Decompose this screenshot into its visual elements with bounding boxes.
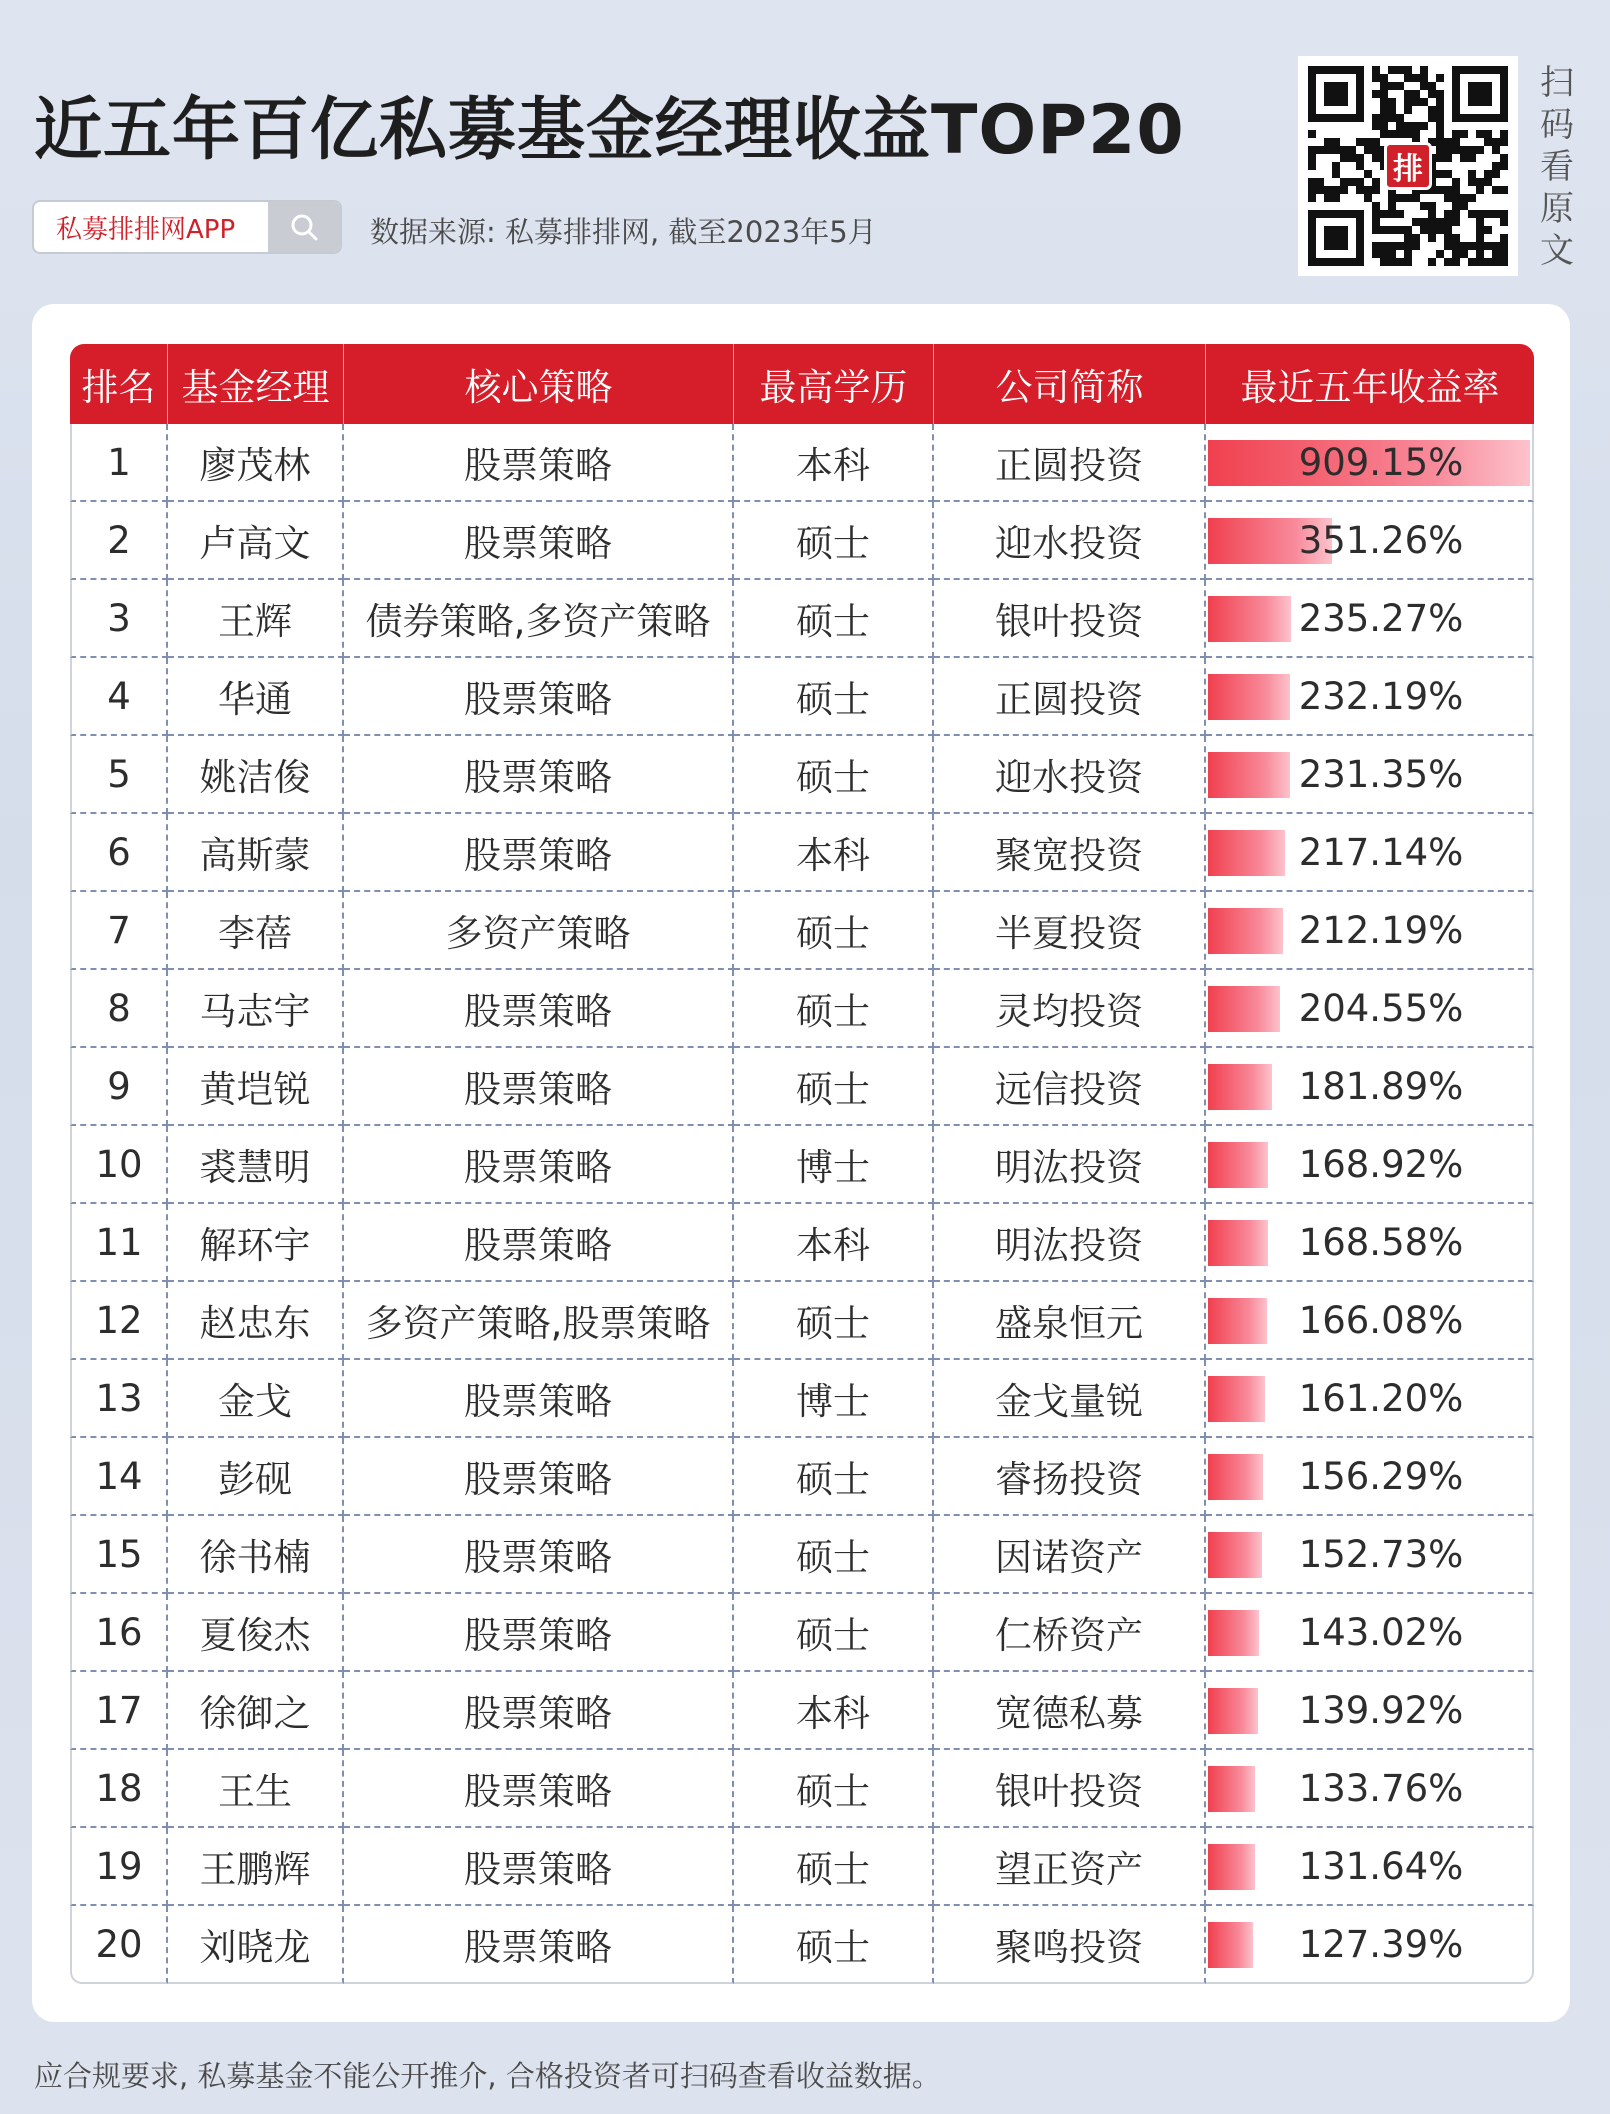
return-value: 127.39% [1298, 1922, 1464, 1966]
education-cell: 博士 [734, 1360, 934, 1438]
return-cell [1206, 658, 1534, 736]
search-box[interactable] [32, 200, 342, 254]
manager-cell: 廖茂林 [168, 424, 344, 502]
return-value: 139.92% [1298, 1688, 1464, 1732]
strategy-cell: 股票策略 [344, 424, 734, 502]
manager-cell: 彭砚 [168, 1438, 344, 1516]
return-bar [1208, 1766, 1255, 1812]
ranking-card [32, 304, 1570, 2022]
table-row [70, 1828, 1534, 1906]
company-cell: 聚宽投资 [934, 814, 1206, 892]
table-header-row [70, 344, 1534, 424]
manager-cell: 刘晓龙 [168, 1906, 344, 1984]
manager-cell: 王生 [168, 1750, 344, 1828]
manager-cell: 王辉 [168, 580, 344, 658]
education-cell: 本科 [734, 1672, 934, 1750]
return-cell [1206, 1048, 1534, 1126]
company-cell: 睿扬投资 [934, 1438, 1206, 1516]
company-cell: 金戈量锐 [934, 1360, 1206, 1438]
strategy-cell: 多资产策略,股票策略 [344, 1282, 734, 1360]
brand-logo: 排 [1384, 142, 1432, 190]
education-cell: 硕士 [734, 580, 934, 658]
table-row [70, 424, 1534, 502]
search-button[interactable] [268, 202, 340, 252]
education-cell: 硕士 [734, 658, 934, 736]
return-cell [1206, 1204, 1534, 1282]
education-cell: 硕士 [734, 892, 934, 970]
return-value: 168.92% [1298, 1142, 1464, 1186]
col-rank-header: 排名 [70, 344, 168, 424]
rank-cell: 15 [70, 1516, 168, 1594]
return-bar [1208, 1454, 1263, 1500]
return-cell [1206, 892, 1534, 970]
return-value: 133.76% [1298, 1766, 1464, 1810]
manager-cell: 马志宇 [168, 970, 344, 1048]
col-manager-header: 基金经理 [168, 344, 344, 424]
table-row [70, 1282, 1534, 1360]
company-cell: 半夏投资 [934, 892, 1206, 970]
search-icon [289, 212, 319, 242]
company-cell: 因诺资产 [934, 1516, 1206, 1594]
rank-cell: 2 [70, 502, 168, 580]
education-cell: 本科 [734, 424, 934, 502]
table-row [70, 892, 1534, 970]
return-cell [1206, 1828, 1534, 1906]
education-cell: 硕士 [734, 736, 934, 814]
return-value: 231.35% [1298, 752, 1464, 796]
education-cell: 硕士 [734, 1516, 934, 1594]
return-cell [1206, 1126, 1534, 1204]
col-return-header: 最近五年收益率 [1206, 344, 1534, 424]
table-row [70, 970, 1534, 1048]
strategy-cell: 股票策略 [344, 1906, 734, 1984]
rank-cell: 19 [70, 1828, 168, 1906]
rank-cell: 5 [70, 736, 168, 814]
return-bar [1208, 1298, 1267, 1344]
page-title: 近五年百亿私募基金经理收益TOP20 [34, 91, 1185, 170]
strategy-cell: 多资产策略 [344, 892, 734, 970]
return-bar [1208, 830, 1285, 876]
strategy-cell: 股票策略 [344, 1594, 734, 1672]
manager-cell: 高斯蒙 [168, 814, 344, 892]
return-cell [1206, 1516, 1534, 1594]
manager-cell: 王鹏辉 [168, 1828, 344, 1906]
return-value: 166.08% [1298, 1298, 1464, 1342]
return-bar [1208, 1376, 1265, 1422]
rank-cell: 10 [70, 1126, 168, 1204]
strategy-cell: 股票策略 [344, 1828, 734, 1906]
manager-cell: 徐书楠 [168, 1516, 344, 1594]
company-cell: 迎水投资 [934, 736, 1206, 814]
strategy-cell: 股票策略 [344, 1048, 734, 1126]
return-bar [1208, 986, 1280, 1032]
manager-cell: 李蓓 [168, 892, 344, 970]
return-value: 168.58% [1298, 1220, 1464, 1264]
return-cell [1206, 814, 1534, 892]
manager-cell: 解环宇 [168, 1204, 344, 1282]
return-value: 156.29% [1298, 1454, 1464, 1498]
return-value: 909.15% [1298, 440, 1464, 484]
table-row [70, 658, 1534, 736]
scan-hint: 扫码看原文 [1540, 63, 1574, 271]
rank-cell: 8 [70, 970, 168, 1048]
education-cell: 博士 [734, 1126, 934, 1204]
company-cell: 银叶投资 [934, 580, 1206, 658]
return-value: 351.26% [1298, 518, 1464, 562]
rank-cell: 20 [70, 1906, 168, 1984]
table-row [70, 1438, 1534, 1516]
table-row [70, 736, 1534, 814]
col-company-header: 公司简称 [934, 344, 1206, 424]
table-row [70, 1360, 1534, 1438]
education-cell: 硕士 [734, 502, 934, 580]
return-value: 204.55% [1298, 986, 1464, 1030]
company-cell: 正圆投资 [934, 424, 1206, 502]
table-row [70, 1204, 1534, 1282]
education-cell: 硕士 [734, 1750, 934, 1828]
return-value: 232.19% [1298, 674, 1464, 718]
table-row [70, 814, 1534, 892]
strategy-cell: 股票策略 [344, 970, 734, 1048]
company-cell: 明汯投资 [934, 1204, 1206, 1282]
rank-cell: 3 [70, 580, 168, 658]
return-cell [1206, 1906, 1534, 1984]
rank-cell: 11 [70, 1204, 168, 1282]
rank-cell: 18 [70, 1750, 168, 1828]
manager-cell: 裘慧明 [168, 1126, 344, 1204]
table-row [70, 580, 1534, 658]
company-cell: 正圆投资 [934, 658, 1206, 736]
rank-cell: 4 [70, 658, 168, 736]
education-cell: 本科 [734, 814, 934, 892]
compliance-note: 应合规要求, 私募基金不能公开推介, 合格投资者可扫码查看收益数据。 [34, 2059, 941, 2093]
strategy-cell: 股票策略 [344, 1516, 734, 1594]
return-cell [1206, 970, 1534, 1048]
manager-cell: 徐御之 [168, 1672, 344, 1750]
company-cell: 明汯投资 [934, 1126, 1206, 1204]
rank-cell: 1 [70, 424, 168, 502]
return-cell [1206, 424, 1534, 502]
table-row [70, 1126, 1534, 1204]
return-bar [1208, 1532, 1262, 1578]
table-body [70, 424, 1534, 1984]
manager-cell: 卢高文 [168, 502, 344, 580]
manager-cell: 金戈 [168, 1360, 344, 1438]
return-cell [1206, 1672, 1534, 1750]
rank-cell: 6 [70, 814, 168, 892]
company-cell: 银叶投资 [934, 1750, 1206, 1828]
rank-cell: 14 [70, 1438, 168, 1516]
education-cell: 硕士 [734, 1828, 934, 1906]
return-cell [1206, 1594, 1534, 1672]
strategy-cell: 股票策略 [344, 502, 734, 580]
company-cell: 远信投资 [934, 1048, 1206, 1126]
rank-cell: 12 [70, 1282, 168, 1360]
table-row [70, 502, 1534, 580]
return-bar [1208, 908, 1283, 954]
table-row [70, 1672, 1534, 1750]
return-cell [1206, 736, 1534, 814]
return-cell [1206, 1360, 1534, 1438]
strategy-cell: 股票策略 [344, 1438, 734, 1516]
education-cell: 硕士 [734, 1438, 934, 1516]
company-cell: 聚鸣投资 [934, 1906, 1206, 1984]
rank-cell: 7 [70, 892, 168, 970]
return-cell [1206, 580, 1534, 658]
education-cell: 硕士 [734, 1282, 934, 1360]
strategy-cell: 股票策略 [344, 1204, 734, 1282]
rank-cell: 16 [70, 1594, 168, 1672]
company-cell: 望正资产 [934, 1828, 1206, 1906]
return-cell [1206, 1438, 1534, 1516]
return-bar [1208, 1844, 1255, 1890]
strategy-cell: 股票策略 [344, 1360, 734, 1438]
manager-cell: 夏俊杰 [168, 1594, 344, 1672]
rank-cell: 13 [70, 1360, 168, 1438]
manager-cell: 赵忠东 [168, 1282, 344, 1360]
education-cell: 本科 [734, 1204, 934, 1282]
strategy-cell: 债券策略,多资产策略 [344, 580, 734, 658]
return-value: 235.27% [1298, 596, 1464, 640]
return-value: 212.19% [1298, 908, 1464, 952]
search-label[interactable]: 私募排排网APP [56, 214, 236, 245]
return-value: 217.14% [1298, 830, 1464, 874]
strategy-cell: 股票策略 [344, 736, 734, 814]
education-cell: 硕士 [734, 970, 934, 1048]
education-cell: 硕士 [734, 1594, 934, 1672]
strategy-cell: 股票策略 [344, 1126, 734, 1204]
manager-cell: 黄垲锐 [168, 1048, 344, 1126]
return-bar [1208, 1922, 1253, 1968]
return-bar [1208, 1610, 1259, 1656]
strategy-cell: 股票策略 [344, 814, 734, 892]
return-bar [1208, 1064, 1272, 1110]
company-cell: 宽德私募 [934, 1672, 1206, 1750]
return-bar [1208, 1688, 1258, 1734]
strategy-cell: 股票策略 [344, 658, 734, 736]
education-cell: 硕士 [734, 1906, 934, 1984]
company-cell: 盛泉恒元 [934, 1282, 1206, 1360]
qr-code[interactable] [1298, 56, 1518, 276]
rank-cell: 17 [70, 1672, 168, 1750]
education-cell: 硕士 [734, 1048, 934, 1126]
company-cell: 迎水投资 [934, 502, 1206, 580]
ranking-table [70, 344, 1534, 1984]
table-row [70, 1516, 1534, 1594]
return-bar [1208, 1220, 1268, 1266]
return-value: 143.02% [1298, 1610, 1464, 1654]
return-cell [1206, 502, 1534, 580]
table-row [70, 1906, 1534, 1984]
return-bar [1208, 1142, 1268, 1188]
return-cell [1206, 1750, 1534, 1828]
return-value: 131.64% [1298, 1844, 1464, 1888]
data-source: 数据来源: 私募排排网, 截至2023年5月 [370, 215, 877, 249]
col-strategy-header: 核心策略 [344, 344, 734, 424]
return-value: 161.20% [1298, 1376, 1464, 1420]
manager-cell: 华通 [168, 658, 344, 736]
return-cell [1206, 1282, 1534, 1360]
company-cell: 灵均投资 [934, 970, 1206, 1048]
rank-cell: 9 [70, 1048, 168, 1126]
strategy-cell: 股票策略 [344, 1672, 734, 1750]
strategy-cell: 股票策略 [344, 1750, 734, 1828]
table-row [70, 1750, 1534, 1828]
company-cell: 仁桥资产 [934, 1594, 1206, 1672]
manager-cell: 姚洁俊 [168, 736, 344, 814]
table-row [70, 1048, 1534, 1126]
return-value: 152.73% [1298, 1532, 1464, 1576]
col-education-header: 最高学历 [734, 344, 934, 424]
table-row [70, 1594, 1534, 1672]
return-value: 181.89% [1298, 1064, 1464, 1108]
